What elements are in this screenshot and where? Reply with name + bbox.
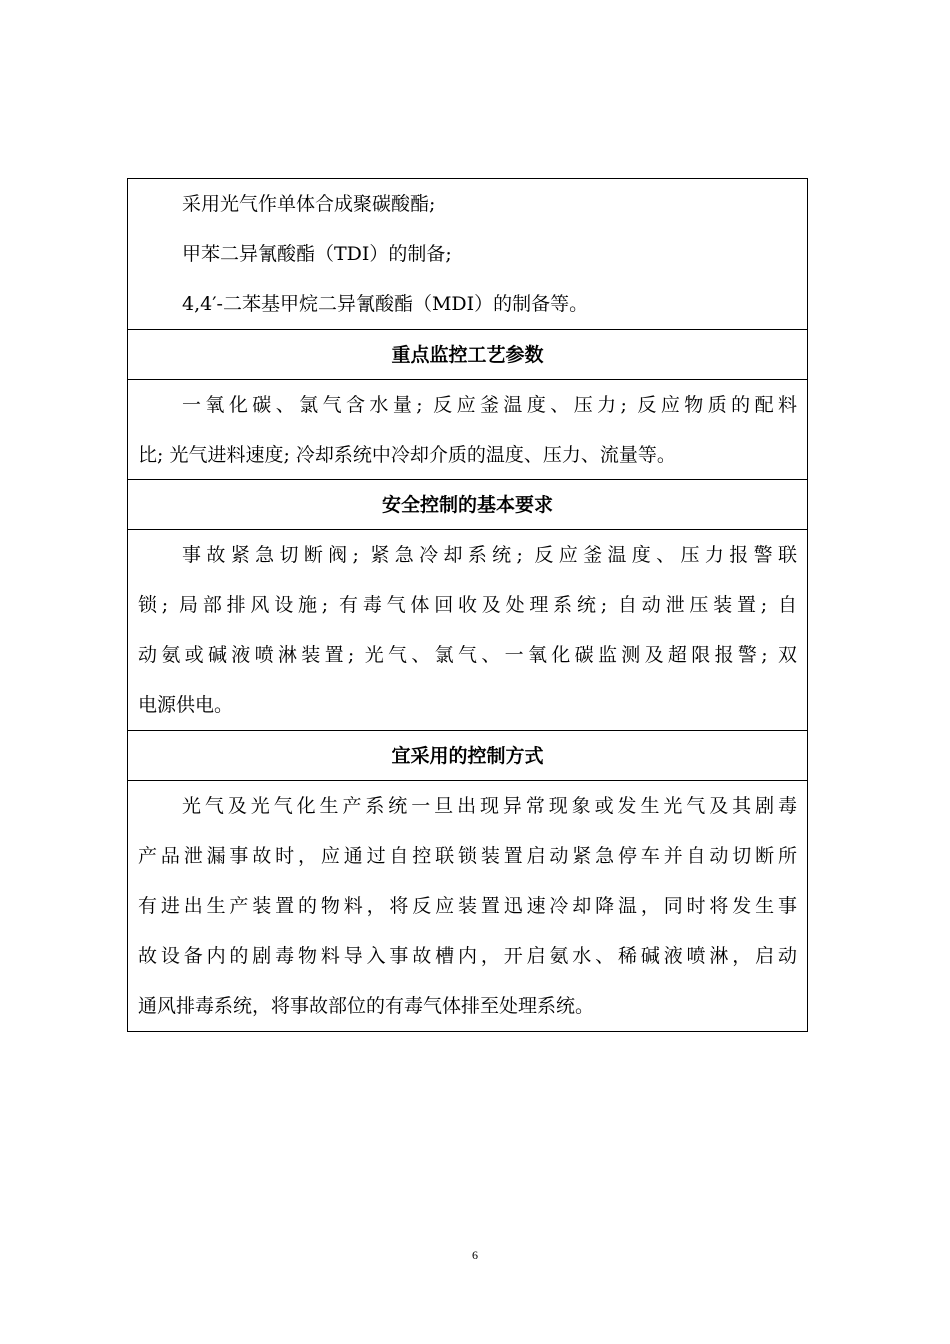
safety-header: 安全控制的基本要求	[128, 480, 807, 530]
safety-line: 事故紧急切断阀; 紧急冷却系统; 反应釜温度、压力报警联	[182, 544, 797, 566]
process-example-line: 采用光气作单体合成聚碳酸酯;	[182, 193, 436, 215]
control-line: 通风排毒系统，将事故部位的有毒气体排至处理系统。	[138, 995, 595, 1017]
safety-line: 锁; 局部排风设施; 有毒气体回收及处理系统; 自动泄压装置; 自	[138, 594, 797, 616]
control-line: 有进出生产装置的物料，将反应装置迅速冷却降温，同时将发生事	[138, 895, 797, 917]
process-examples-cell	[128, 179, 807, 330]
monitoring-header: 重点监控工艺参数	[128, 330, 807, 380]
monitoring-line: 比; 光气进料速度; 冷却系统中冷却介质的温度、压力、流量等。	[138, 444, 676, 466]
process-example-line: 4,4′-二苯基甲烷二异氰酸酯（MDI）的制备等。	[182, 293, 589, 315]
process-table	[127, 178, 808, 1032]
control-line: 光气及光气化生产系统一旦出现异常现象或发生光气及其剧毒	[182, 795, 797, 817]
control-line: 产品泄漏事故时，应通过自控联锁装置启动紧急停车并自动切断所	[138, 845, 797, 867]
monitoring-cell	[128, 380, 807, 480]
safety-line: 电源供电。	[138, 694, 234, 716]
process-example-line: 甲苯二异氰酸酯（TDI）的制备;	[182, 243, 452, 265]
monitoring-line: 一氧化碳、氯气含水量; 反应釜温度、压力; 反应物质的配料	[182, 394, 797, 416]
control-header: 宜采用的控制方式	[128, 731, 807, 781]
control-cell	[128, 781, 807, 1031]
safety-cell	[128, 530, 807, 731]
control-line: 故设备内的剧毒物料导入事故槽内，开启氨水、稀碱液喷淋，启动	[138, 945, 797, 967]
page-number: 6	[472, 1248, 478, 1262]
safety-line: 动氨或碱液喷淋装置; 光气、氯气、一氧化碳监测及超限报警; 双	[138, 644, 797, 666]
